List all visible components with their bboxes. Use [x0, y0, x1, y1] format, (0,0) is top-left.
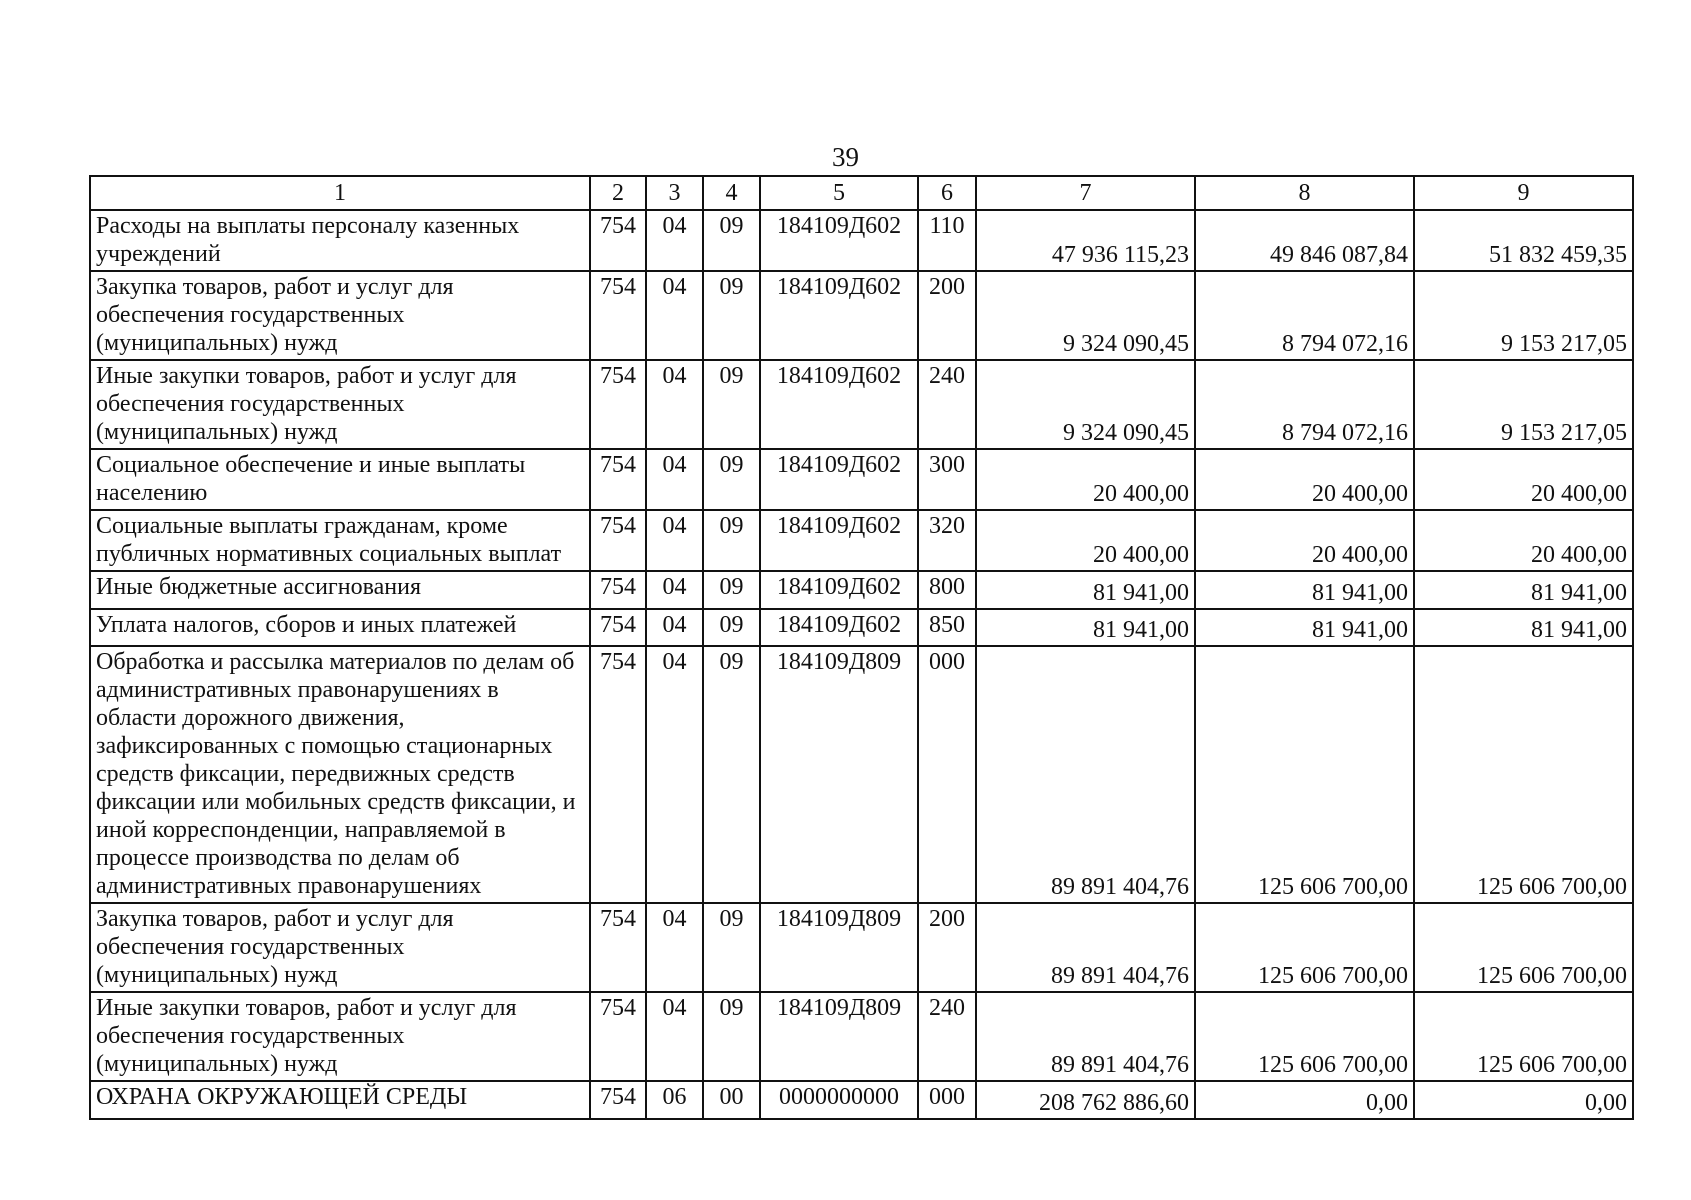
cell-col3: 06 — [646, 1081, 703, 1119]
cell-col9: 51 832 459,35 — [1414, 210, 1633, 271]
column-header: 6 — [918, 176, 976, 210]
cell-col7: 81 941,00 — [976, 609, 1195, 646]
cell-col7: 89 891 404,76 — [976, 646, 1195, 903]
cell-col9: 125 606 700,00 — [1414, 992, 1633, 1081]
cell-col6: 000 — [918, 1081, 976, 1119]
cell-col4: 09 — [703, 210, 760, 271]
cell-col5: 184109Д602 — [760, 449, 918, 510]
cell-col8: 125 606 700,00 — [1195, 646, 1414, 903]
cell-col6: 200 — [918, 903, 976, 992]
cell-col5: 184109Д602 — [760, 360, 918, 449]
cell-col2: 754 — [590, 992, 646, 1081]
cell-col3: 04 — [646, 449, 703, 510]
cell-col5: 184109Д602 — [760, 609, 918, 646]
cell-col8: 8 794 072,16 — [1195, 360, 1414, 449]
cell-col2: 754 — [590, 271, 646, 360]
table-row — [90, 571, 1633, 609]
table-row — [90, 609, 1633, 646]
cell-col6: 000 — [918, 646, 976, 903]
cell-col4: 09 — [703, 609, 760, 646]
cell-col7: 47 936 115,23 — [976, 210, 1195, 271]
row-name: ОХРАНА ОКРУЖАЮЩЕЙ СРЕДЫ — [90, 1081, 590, 1119]
cell-col9: 9 153 217,05 — [1414, 271, 1633, 360]
table-row — [90, 992, 1633, 1081]
row-name: Социальные выплаты гражданам, кроме публичных нормативных социальных выплат — [90, 510, 590, 571]
cell-col4: 00 — [703, 1081, 760, 1119]
cell-col6: 240 — [918, 992, 976, 1081]
column-header: 2 — [590, 176, 646, 210]
cell-col4: 09 — [703, 646, 760, 903]
cell-col3: 04 — [646, 571, 703, 609]
cell-col3: 04 — [646, 992, 703, 1081]
cell-col5: 184109Д602 — [760, 210, 918, 271]
cell-col3: 04 — [646, 903, 703, 992]
cell-col2: 754 — [590, 449, 646, 510]
row-name: Иные закупки товаров, работ и услуг для обеспечения государственных (муниципальных) нужд — [90, 360, 590, 449]
cell-col9: 125 606 700,00 — [1414, 903, 1633, 992]
cell-col6: 200 — [918, 271, 976, 360]
cell-col2: 754 — [590, 646, 646, 903]
cell-col7: 20 400,00 — [976, 510, 1195, 571]
column-header: 1 — [90, 176, 590, 210]
cell-col5: 184109Д809 — [760, 992, 918, 1081]
cell-col8: 8 794 072,16 — [1195, 271, 1414, 360]
column-header: 3 — [646, 176, 703, 210]
cell-col5: 184109Д602 — [760, 571, 918, 609]
header-row — [90, 176, 1633, 210]
table-row — [90, 903, 1633, 992]
table-row — [90, 1081, 1633, 1119]
cell-col9: 20 400,00 — [1414, 449, 1633, 510]
cell-col6: 300 — [918, 449, 976, 510]
cell-col7: 89 891 404,76 — [976, 903, 1195, 992]
row-name: Социальное обеспечение и иные выплаты населению — [90, 449, 590, 510]
cell-col2: 754 — [590, 210, 646, 271]
table-row — [90, 360, 1633, 449]
cell-col8: 125 606 700,00 — [1195, 903, 1414, 992]
budget-table — [89, 175, 1634, 1120]
cell-col3: 04 — [646, 271, 703, 360]
column-header: 4 — [703, 176, 760, 210]
cell-col4: 09 — [703, 903, 760, 992]
table-row — [90, 210, 1633, 271]
cell-col5: 184109Д602 — [760, 271, 918, 360]
cell-col7: 9 324 090,45 — [976, 271, 1195, 360]
cell-col8: 81 941,00 — [1195, 609, 1414, 646]
cell-col8: 20 400,00 — [1195, 510, 1414, 571]
cell-col8: 49 846 087,84 — [1195, 210, 1414, 271]
cell-col2: 754 — [590, 1081, 646, 1119]
row-name: Уплата налогов, сборов и иных платежей — [90, 609, 590, 646]
cell-col9: 81 941,00 — [1414, 571, 1633, 609]
cell-col2: 754 — [590, 510, 646, 571]
cell-col9: 81 941,00 — [1414, 609, 1633, 646]
cell-col9: 9 153 217,05 — [1414, 360, 1633, 449]
cell-col4: 09 — [703, 571, 760, 609]
cell-col3: 04 — [646, 609, 703, 646]
column-header: 8 — [1195, 176, 1414, 210]
cell-col9: 20 400,00 — [1414, 510, 1633, 571]
cell-col5: 184109Д809 — [760, 646, 918, 903]
cell-col2: 754 — [590, 571, 646, 609]
cell-col3: 04 — [646, 646, 703, 903]
cell-col8: 0,00 — [1195, 1081, 1414, 1119]
page-number: 39 — [832, 142, 859, 172]
cell-col2: 754 — [590, 609, 646, 646]
cell-col8: 81 941,00 — [1195, 571, 1414, 609]
table-row — [90, 510, 1633, 571]
cell-col4: 09 — [703, 360, 760, 449]
cell-col9: 0,00 — [1414, 1081, 1633, 1119]
cell-col6: 240 — [918, 360, 976, 449]
cell-col3: 04 — [646, 360, 703, 449]
row-name: Закупка товаров, работ и услуг для обеспечения государственных (муниципальных) нужд — [90, 903, 590, 992]
cell-col8: 20 400,00 — [1195, 449, 1414, 510]
cell-col4: 09 — [703, 992, 760, 1081]
cell-col6: 850 — [918, 609, 976, 646]
cell-col7: 9 324 090,45 — [976, 360, 1195, 449]
column-header: 9 — [1414, 176, 1633, 210]
cell-col6: 320 — [918, 510, 976, 571]
column-header: 5 — [760, 176, 918, 210]
cell-col7: 20 400,00 — [976, 449, 1195, 510]
cell-col6: 800 — [918, 571, 976, 609]
cell-col5: 184109Д602 — [760, 510, 918, 571]
cell-col6: 110 — [918, 210, 976, 271]
cell-col7: 89 891 404,76 — [976, 992, 1195, 1081]
cell-col3: 04 — [646, 210, 703, 271]
table-row — [90, 646, 1633, 903]
cell-col7: 81 941,00 — [976, 571, 1195, 609]
cell-col7: 208 762 886,60 — [976, 1081, 1195, 1119]
cell-col5: 0000000000 — [760, 1081, 918, 1119]
cell-col5: 184109Д809 — [760, 903, 918, 992]
cell-col4: 09 — [703, 271, 760, 360]
row-name: Иные бюджетные ассигнования — [90, 571, 590, 609]
cell-col9: 125 606 700,00 — [1414, 646, 1633, 903]
row-name: Обработка и рассылка материалов по делам об административных правонарушениях в области дорожного движения, зафиксированных с помощью стационарных средств фиксации, передвижных средств фиксации или мобильных средств фиксации, и иной корреспонденции, направляемой в процессе производства по делам об административных правонарушениях — [90, 646, 590, 903]
row-name: Иные закупки товаров, работ и услуг для обеспечения государственных (муниципальных) нужд — [90, 992, 590, 1081]
cell-col2: 754 — [590, 360, 646, 449]
row-name: Закупка товаров, работ и услуг для обеспечения государственных (муниципальных) нужд — [90, 271, 590, 360]
cell-col3: 04 — [646, 510, 703, 571]
column-header: 7 — [976, 176, 1195, 210]
cell-col8: 125 606 700,00 — [1195, 992, 1414, 1081]
cell-col4: 09 — [703, 510, 760, 571]
cell-col2: 754 — [590, 903, 646, 992]
table-row — [90, 449, 1633, 510]
cell-col4: 09 — [703, 449, 760, 510]
row-name: Расходы на выплаты персоналу казенных учреждений — [90, 210, 590, 271]
table-row — [90, 271, 1633, 360]
